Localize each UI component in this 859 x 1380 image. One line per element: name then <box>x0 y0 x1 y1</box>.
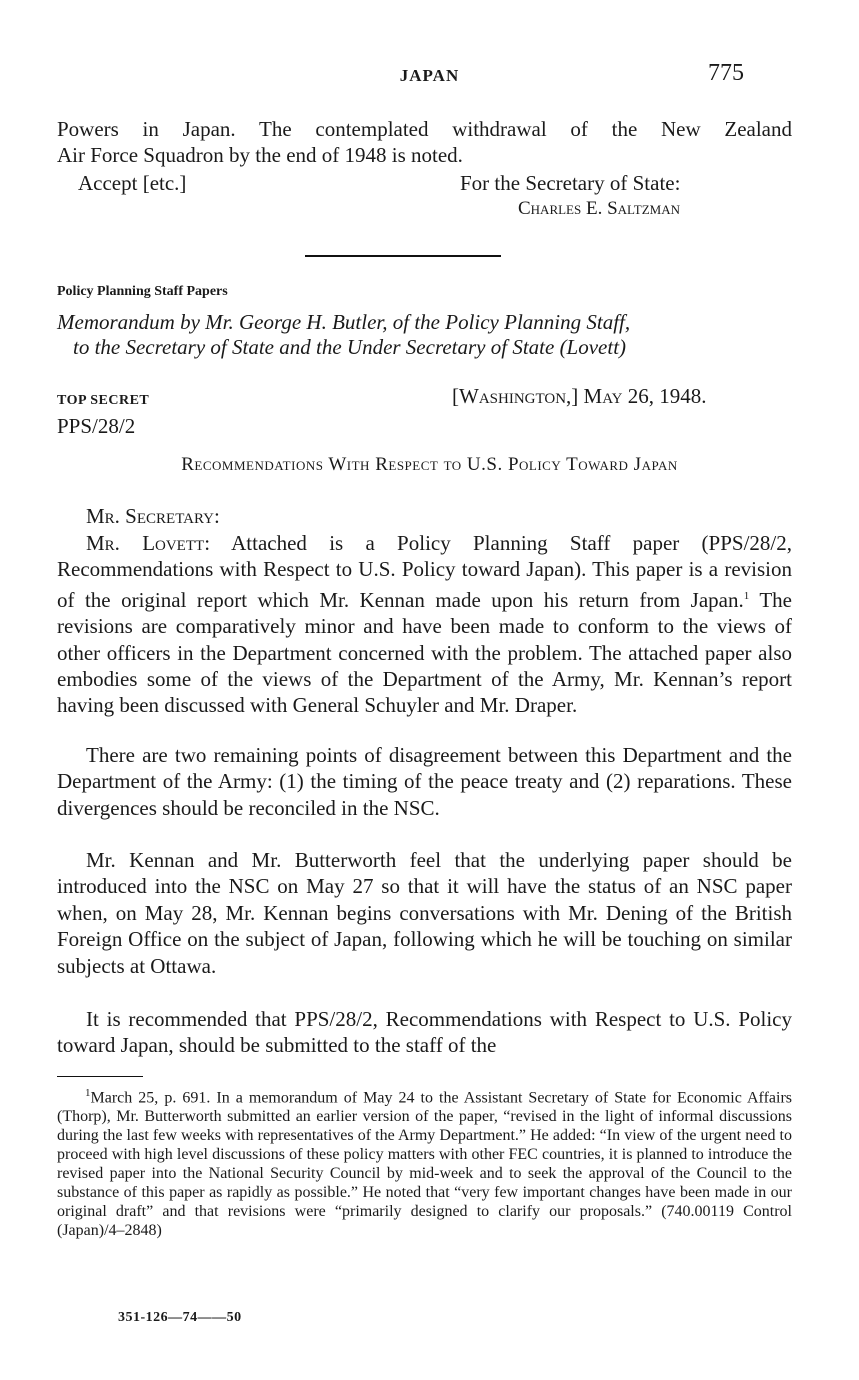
dateline-text: [Washington,] May 26, 1948. <box>452 384 707 408</box>
paragraph-3: Mr. Kennan and Mr. Butterworth feel that the underlying paper should be introduced into the NSC on May 27 so that it will have the status of an NSC paper when, on May 28, Mr. Kennan begins conversations with Mr. Dening of the British Foreign Office on the subject of Japan, following which he will be touching on similar subjects at Ottawa. <box>57 848 792 978</box>
memo-title-line-2: to the Secretary of State and the Under Secretary of State (Lovett) <box>73 335 627 359</box>
document-id: PPS/28/2 <box>57 414 136 438</box>
paragraph-2: There are two remaining points of disagreement between this Department and the Department of the Army: (1) the timing of the peace treaty and (2) reparations. These divergences should be reconciled in the NSC. <box>57 743 792 820</box>
page-number: 775 <box>708 60 744 86</box>
section-divider <box>305 255 501 257</box>
paragraph-1-text: : Attached is a Policy Planning Staff paper (PPS/28/2, Recommendations with Respect to U.S. Policy toward Japan). This paper is a revision of the original report which Mr. Kennan made upon his return from Japan. <box>57 531 792 612</box>
paragraph-4: It is recommended that PPS/28/2, Recommendations with Respect to U.S. Policy toward Japan, should be submitted to the staff of the <box>57 1007 792 1058</box>
document-heading: Recommendations With Respect to U.S. Policy Toward Japan <box>181 454 678 475</box>
running-head: JAPAN <box>399 66 460 85</box>
salutation: Mr. Secretary: <box>86 504 220 528</box>
memo-title-line-1: Memorandum by Mr. George H. Butler, of the Policy Planning Staff, <box>57 310 631 334</box>
footnote <box>57 1084 792 1240</box>
carryover-line-1: Powers in Japan. The contemplated withdrawal of the New Zealand <box>57 117 792 141</box>
classification: TOP SECRET <box>57 393 150 408</box>
paragraph-1-addressee: Mr. Lovett <box>86 531 205 555</box>
signer-name: Charles E. Saltzman <box>518 198 681 219</box>
closing: Accept [etc.] <box>78 171 187 195</box>
footnote-marker: 1 <box>85 1087 91 1099</box>
carryover-line-2: Air Force Squadron by the end of 1948 is noted. <box>57 143 463 167</box>
footnote-text: March 25, p. 691. In a memorandum of May 24 to the Assistant Secretary of State for Economic Affairs (Thorp), Mr. Butterworth submitted an earlier version of the paper, “revised in the light of informal discussions during the last few weeks with representatives of the Army Department.” He added: “In view of the urgent need to proceed with high level discussions of these policy matters with other FEC countries, it is planned to introduce the revised paper into the National Security Council by mid-week and to seek the approval of the Council to the substance of this paper as rapidly as possible.” He noted that “very few important changes have been made in our original draft” and that revisions were “primarily designed to clarify our proposals.” (740.00119 Control (Japan)/4–2848) <box>57 1089 792 1240</box>
footnote-ref: 1 <box>743 589 750 602</box>
print-code: 351-126—74——50 <box>118 1310 242 1325</box>
paragraph-1 <box>57 530 792 719</box>
signer-for: For the Secretary of State: <box>460 171 681 195</box>
source-note: Policy Planning Staff Papers <box>57 284 228 299</box>
paragraph-1-rest: The revisions are comparatively minor and have been made to conform to the views of other officers in the Department concerned with the problem. The attached paper also embodies some of the views of the Department of the Army, Mr. Kennan’s report having been discussed with General Schuyler and Mr. Draper. <box>57 587 792 718</box>
dateline <box>452 384 707 409</box>
footnote-rule <box>57 1076 143 1077</box>
